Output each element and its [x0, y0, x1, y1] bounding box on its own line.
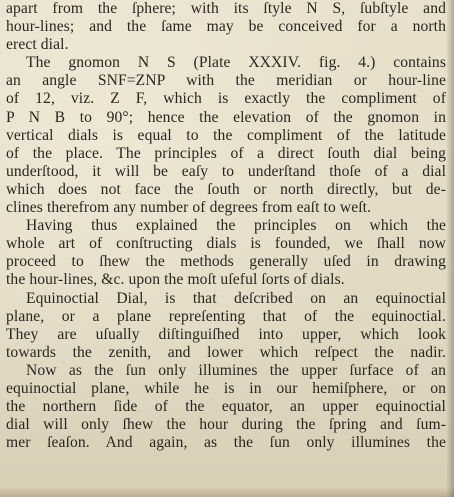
text-line: the northern ſide of the equator, an upper equinoctial — [6, 398, 446, 416]
text-line: Equinoctial Dial, is that deſcribed on an equinoctial — [26, 289, 446, 307]
text-line: They are uſually diſtinguiſhed into upper, which look — [6, 325, 446, 343]
page-bottom-shadow — [0, 487, 454, 497]
text-line: Now as the ſun only illumines the upper ſurface of an — [26, 361, 446, 379]
text-column — [6, 0, 446, 452]
text-line: erect dial. — [6, 36, 69, 54]
text-line: dial will only ſhew the hour during the ſpring and ſum- — [6, 416, 446, 434]
text-line: underſtood, it will be eaſy to underſtand thoſe of a dial — [6, 162, 446, 180]
text-line: equinoctial plane, while he is in our hemiſphere, or on — [6, 379, 446, 397]
page-edge-shadow — [446, 0, 454, 497]
text-line: proceed to ſhew the methods generally uſed in drawing — [6, 253, 446, 271]
text-line: mer ſeaſon. And again, as the ſun only illumines the — [6, 434, 446, 452]
text-line: towards the zenith, and lower which reſpect the nadir. — [6, 343, 446, 361]
text-line: which does not face the ſouth or north directly, but de- — [6, 180, 446, 198]
text-line: Having thus explained the principles on which the — [26, 217, 446, 235]
text-line: P N B to 90°; hence the elevation of the gnomon in — [6, 108, 446, 126]
text-line: The gnomon N S (Plate XXXIV. fig. 4.) contains — [26, 54, 446, 72]
text-line: an angle SNF=ZNP with the meridian or hour-line — [6, 72, 446, 90]
text-line: apart from the ſphere; with its ſtyle N S, ſubſtyle and — [6, 0, 446, 17]
text-line: clines therefrom any number of degrees from eaſt to weſt. — [6, 199, 372, 217]
text-line: whole art of conſtructing dials is founded, we ſhall now — [6, 235, 446, 253]
text-line: the hour-lines, &c. upon the moſt uſeful ſorts of dials. — [6, 271, 345, 289]
text-line: plane, or a plane repreſenting that of the equinoctial. — [6, 307, 446, 325]
text-line: vertical dials is equal to the compliment of the latitude — [6, 126, 446, 144]
text-line: of the place. The principles of a direct ſouth dial being — [6, 144, 446, 162]
text-line: of 12, viz. Z F, which is exactly the compliment of — [6, 90, 446, 108]
text-line: hour-lines; and the ſame may be conceived for a north — [6, 18, 446, 36]
